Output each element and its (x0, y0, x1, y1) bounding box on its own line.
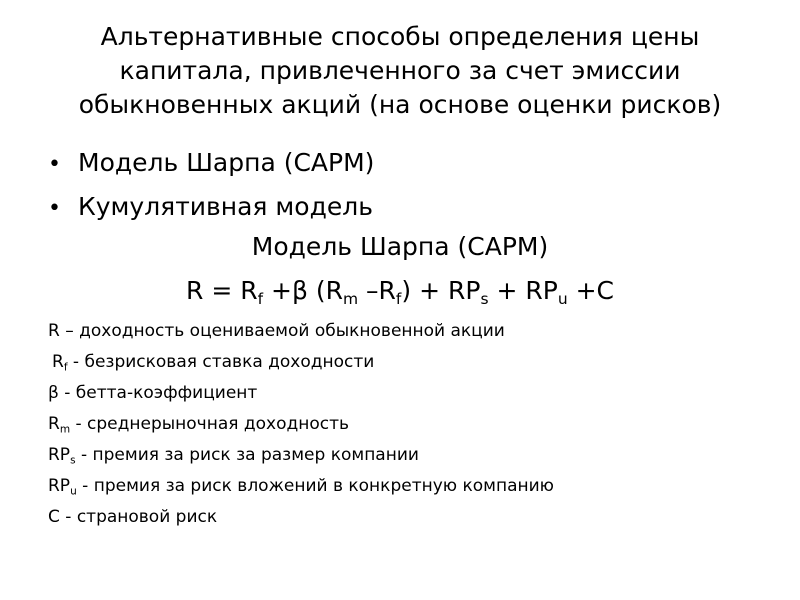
bullet-text: Кумулятивная модель (78, 192, 373, 221)
capm-formula (0, 276, 800, 308)
definitions-list (48, 316, 554, 533)
formula-subscript: m (342, 289, 359, 308)
definition-rm (48, 409, 554, 440)
definition-text: - премия за риск за размер компании (75, 445, 419, 465)
formula-part: –R (358, 276, 396, 305)
definition-rps (48, 440, 554, 471)
definition-r (48, 316, 554, 347)
definition-symbol: R (52, 352, 64, 372)
bullet-item-sharpe-model (48, 142, 374, 186)
definition-text: - бетта-коэффициент (58, 383, 258, 403)
formula-part: +C (567, 276, 614, 305)
definition-subscript: u (70, 485, 77, 498)
definition-symbol: RP (48, 445, 71, 465)
title-line-3: обыкновенных акций (на основе оценки рисков) (78, 90, 722, 119)
bullet-text: Модель Шарпа (САРМ) (78, 148, 375, 177)
definition-subscript: m (59, 423, 71, 436)
definition-rpu (48, 471, 554, 502)
definition-symbol: RP (48, 476, 71, 496)
formula-part: ) + RP (401, 276, 481, 305)
bullet-marker: • (48, 196, 61, 221)
slide-title (40, 20, 760, 122)
definition-subscript: s (70, 454, 76, 467)
definition-symbol: R (48, 414, 60, 434)
definition-rf (48, 347, 554, 378)
formula-subscript: u (557, 289, 568, 308)
definition-symbol: β (48, 383, 59, 403)
formula-part: + RP (488, 276, 558, 305)
bullet-marker: • (48, 152, 61, 177)
formula-part: R = R (186, 276, 258, 305)
formula-part: +β (R (263, 276, 343, 305)
definition-symbol: С (48, 507, 60, 527)
title-line-2: капитала, привлеченного за счет эмиссии (119, 56, 681, 85)
title-line-1: Альтернативные способы определения цены (100, 22, 700, 51)
formula-subscript: s (480, 289, 489, 308)
definition-subscript: f (63, 361, 68, 374)
bullet-item-cumulative-model (48, 186, 374, 230)
definition-text: - премия за риск вложений в конкретную компанию (76, 476, 554, 496)
model-heading: Модель Шарпа (САРМ) (251, 232, 549, 261)
definition-beta (48, 378, 554, 409)
definition-text: - среднерыночная доходность (70, 414, 350, 434)
definition-text: - страновой риск (59, 507, 218, 527)
definition-symbol: R (48, 321, 60, 341)
bullet-list (48, 142, 374, 230)
definition-c (48, 502, 554, 533)
formula-subscript: f (257, 289, 264, 308)
definition-text: - безрисковая ставка доходности (67, 352, 375, 372)
formula-subscript: f (395, 289, 402, 308)
definition-text: – доходность оцениваемой обыкновенной акции (59, 321, 505, 341)
